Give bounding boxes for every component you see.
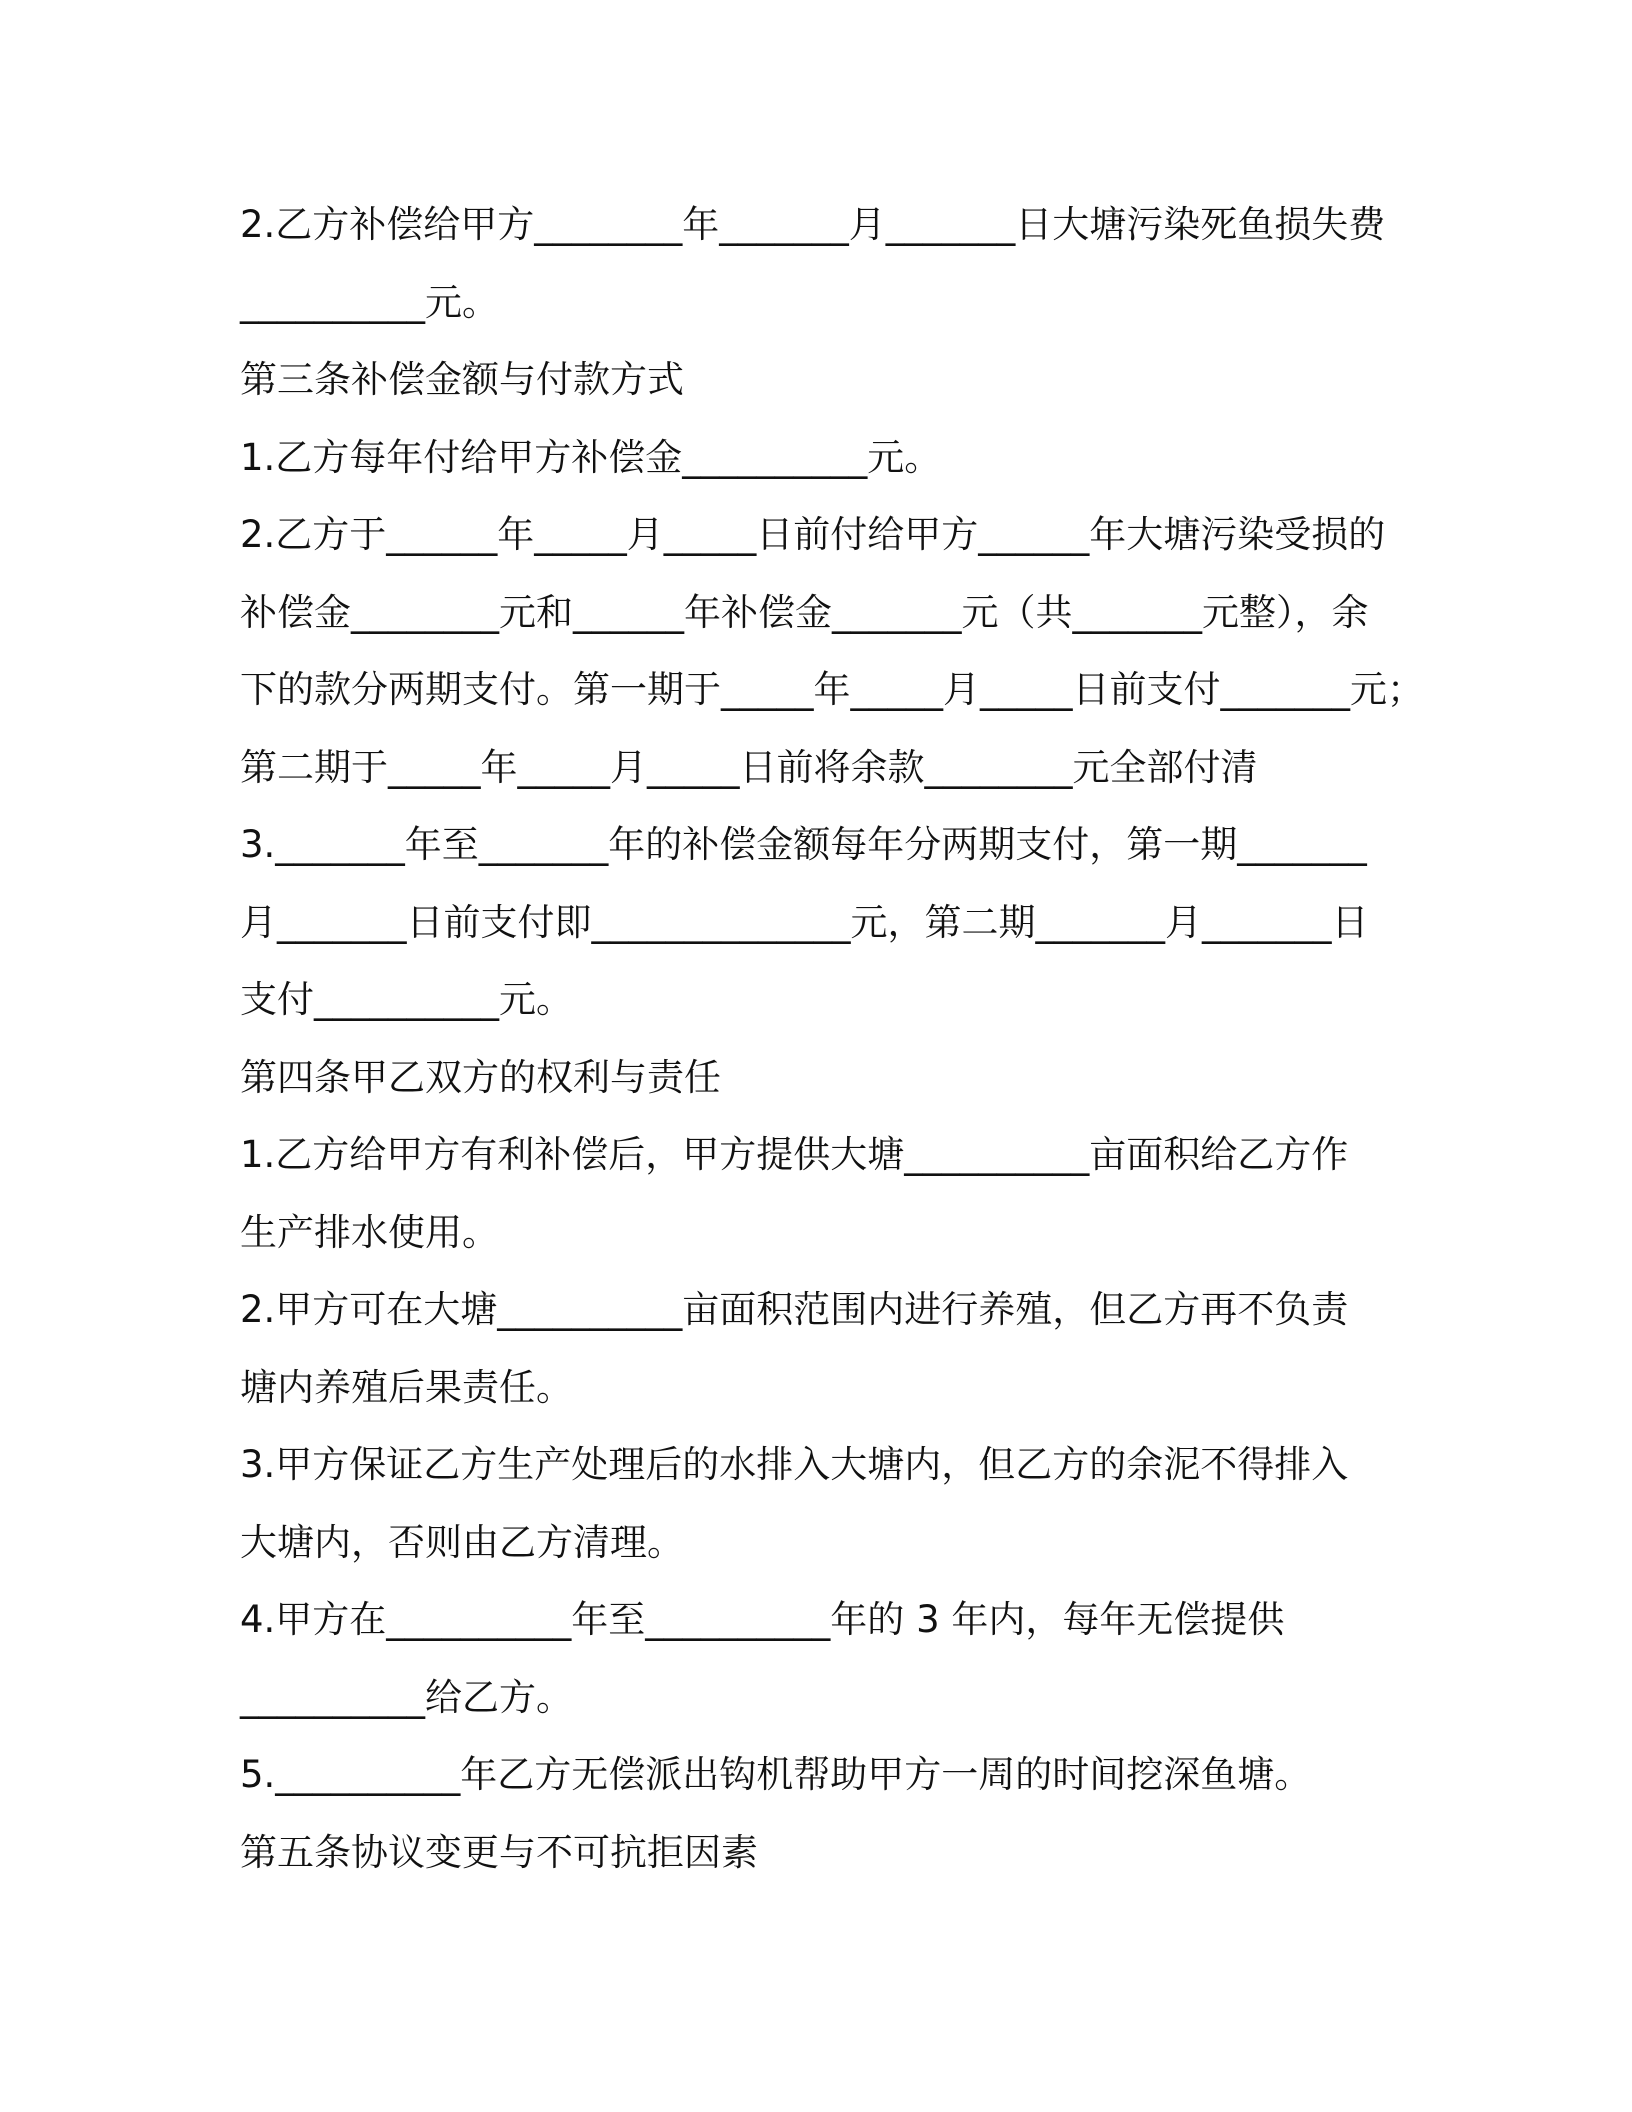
section-5-heading: 第五条协议变更与不可抗拒因素 (240, 1830, 758, 1874)
section-4-item-1-line-2: 生产排水使用。 (240, 1210, 499, 1254)
section-4-heading: 第四条甲乙双方的权利与责任 (240, 1055, 721, 1099)
section-4-item-3-line-2: 大塘内，否则由乙方清理。 (240, 1520, 684, 1564)
clause-2-compensation-loss-line-1: 2.乙方补偿给甲方________年_______月_______日大塘污染死鱼损失费 (240, 203, 1386, 246)
section-3-item-2-line-2: 补偿金________元和______年补偿金_______元（共_______元整），余 (240, 590, 1369, 634)
section-3-item-3-line-1: 3._______年至_______年的补偿金额每年分两期支付，第一期_______ (240, 823, 1367, 866)
section-3-item-1: 1.乙方每年付给甲方补偿金__________元。 (240, 435, 942, 479)
section-4-item-4-line-1: 4.甲方在__________年至__________年的 3 年内，每年无偿提供 (240, 1598, 1285, 1641)
section-3-item-2-line-4: 第二期于_____年_____月_____日前将余款________元全部付清 (240, 745, 1258, 789)
section-4-item-3-line-1: 3.甲方保证乙方生产处理后的水排入大塘内，但乙方的余泥不得排入 (240, 1443, 1349, 1486)
section-4-item-2-line-2: 塘内养殖后果责任。 (240, 1365, 573, 1409)
section-3-heading: 第三条补偿金额与付款方式 (240, 358, 684, 401)
section-3-item-3-line-2: 月_______日前支付即______________元，第二期_______月_______日 (240, 900, 1369, 944)
document-body (240, 186, 1424, 1891)
section-4-item-2-line-1: 2.甲方可在大塘__________亩面积范围内进行养殖，但乙方再不负责 (240, 1288, 1349, 1331)
section-3-item-2-line-1: 2.乙方于______年_____月_____日前付给甲方______年大塘污染受损的 (240, 513, 1386, 556)
section-3-item-3-line-3: 支付__________元。 (240, 978, 573, 1021)
section-3-item-2-line-3: 下的款分两期支付。第一期于_____年_____月_____日前支付_______元； (240, 668, 1424, 711)
section-4-item-1-line-1: 1.乙方给甲方有利补偿后，甲方提供大塘__________亩面积给乙方作 (240, 1133, 1349, 1176)
section-4-item-5: 5.__________年乙方无偿派出钩机帮助甲方一周的时间挖深鱼塘。 (240, 1753, 1312, 1796)
clause-2-compensation-loss-line-2: __________元。 (240, 280, 499, 324)
section-4-item-4-line-2: __________给乙方。 (240, 1675, 573, 1719)
